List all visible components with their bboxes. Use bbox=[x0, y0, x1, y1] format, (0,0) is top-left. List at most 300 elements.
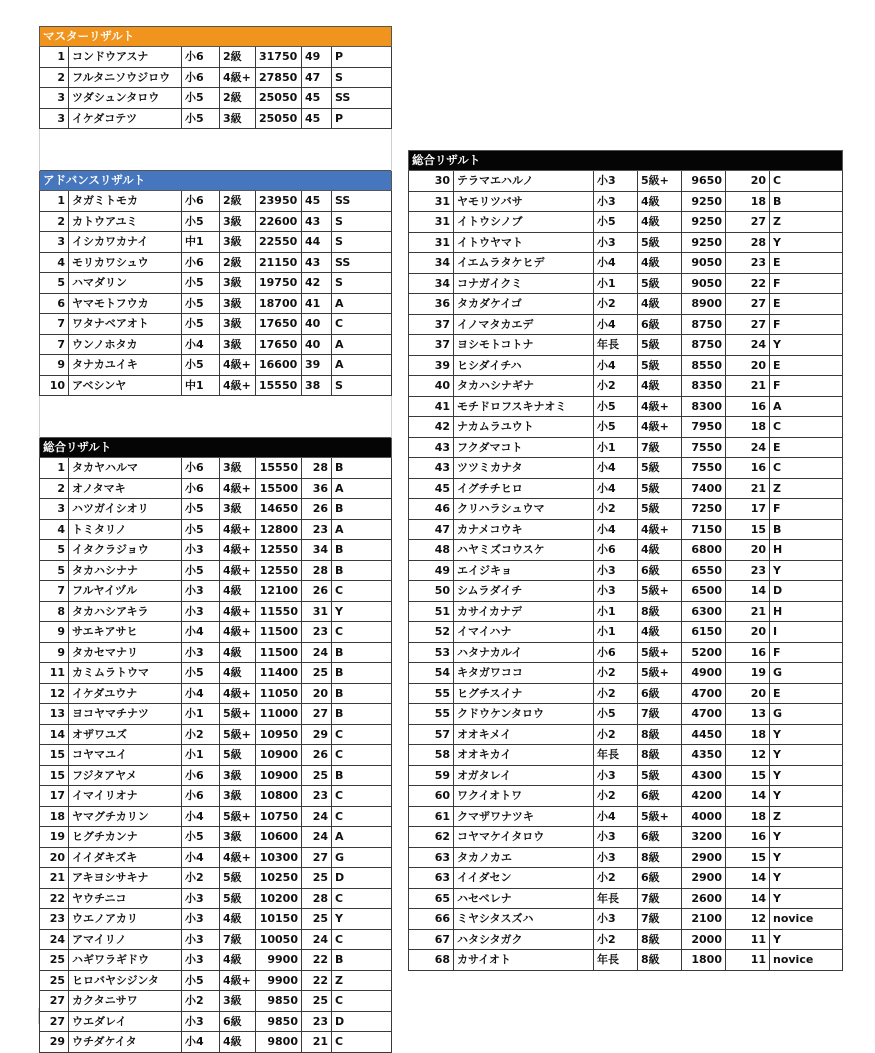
rank-cell[interactable]: 10 bbox=[40, 375, 69, 396]
grade-cell[interactable]: 小6 bbox=[182, 478, 220, 499]
points-cell[interactable]: 23 bbox=[302, 622, 332, 643]
rating-cell[interactable]: Y bbox=[332, 601, 392, 622]
rank-cell[interactable]: 13 bbox=[40, 704, 69, 725]
rank-cell[interactable]: 14 bbox=[40, 724, 69, 745]
score-cell[interactable]: 21150 bbox=[256, 252, 302, 273]
name-cell[interactable]: ヒロバヤシジンタ bbox=[69, 970, 182, 991]
score-cell[interactable]: 7150 bbox=[682, 519, 726, 540]
rating-cell[interactable]: Y bbox=[770, 929, 843, 950]
table-row[interactable] bbox=[409, 663, 843, 684]
name-cell[interactable]: ヒシダイチハ bbox=[454, 355, 594, 376]
grade-cell[interactable]: 小6 bbox=[182, 252, 220, 273]
rating-cell[interactable]: A bbox=[332, 519, 392, 540]
rating-cell[interactable]: Y bbox=[770, 827, 843, 848]
grade-cell[interactable]: 小4 bbox=[594, 314, 638, 335]
points-cell[interactable]: 15 bbox=[726, 765, 770, 786]
name-cell[interactable]: フルタニソウジロウ bbox=[69, 67, 182, 88]
level-cell[interactable]: 4級 bbox=[638, 212, 682, 233]
rank-cell[interactable]: 51 bbox=[409, 601, 454, 622]
level-cell[interactable]: 5級 bbox=[638, 335, 682, 356]
points-cell[interactable]: 27 bbox=[302, 847, 332, 868]
rating-cell[interactable]: Z bbox=[770, 478, 843, 499]
table-row[interactable] bbox=[409, 376, 843, 397]
level-cell[interactable]: 6級 bbox=[638, 868, 682, 889]
score-cell[interactable]: 2100 bbox=[682, 909, 726, 930]
score-cell[interactable]: 9650 bbox=[682, 171, 726, 192]
name-cell[interactable]: イイダキズキ bbox=[69, 847, 182, 868]
grade-cell[interactable]: 小1 bbox=[594, 437, 638, 458]
rank-cell[interactable]: 29 bbox=[40, 1032, 69, 1053]
points-cell[interactable]: 28 bbox=[302, 560, 332, 581]
table-row[interactable] bbox=[40, 458, 392, 479]
name-cell[interactable]: ヒグチカンナ bbox=[69, 827, 182, 848]
score-cell[interactable]: 9900 bbox=[256, 950, 302, 971]
name-cell[interactable]: クマザワナツキ bbox=[454, 806, 594, 827]
name-cell[interactable]: ツダシュンタロウ bbox=[69, 88, 182, 109]
level-cell[interactable]: 4級 bbox=[638, 253, 682, 274]
rank-cell[interactable]: 23 bbox=[40, 909, 69, 930]
name-cell[interactable]: コヤマケイタロウ bbox=[454, 827, 594, 848]
rank-cell[interactable]: 3 bbox=[40, 108, 69, 129]
table-row[interactable] bbox=[40, 642, 392, 663]
name-cell[interactable]: カミムラトウマ bbox=[69, 663, 182, 684]
table-row[interactable] bbox=[40, 273, 392, 294]
table-row[interactable] bbox=[40, 540, 392, 561]
rank-cell[interactable]: 2 bbox=[40, 211, 69, 232]
grade-cell[interactable]: 小3 bbox=[182, 642, 220, 663]
rating-cell[interactable]: D bbox=[770, 581, 843, 602]
rank-cell[interactable]: 67 bbox=[409, 929, 454, 950]
table-row[interactable] bbox=[409, 212, 843, 233]
grade-cell[interactable]: 小5 bbox=[182, 314, 220, 335]
grade-cell[interactable]: 小5 bbox=[182, 88, 220, 109]
score-cell[interactable]: 11050 bbox=[256, 683, 302, 704]
rating-cell[interactable]: H bbox=[770, 601, 843, 622]
name-cell[interactable]: イタクラジョウ bbox=[69, 540, 182, 561]
name-cell[interactable]: モリカワシュウ bbox=[69, 252, 182, 273]
points-cell[interactable]: 27 bbox=[726, 314, 770, 335]
level-cell[interactable]: 4級+ bbox=[220, 519, 256, 540]
grade-cell[interactable]: 小5 bbox=[182, 355, 220, 376]
table-row[interactable] bbox=[409, 683, 843, 704]
score-cell[interactable]: 17650 bbox=[256, 314, 302, 335]
name-cell[interactable]: ヤマモトフウカ bbox=[69, 293, 182, 314]
rating-cell[interactable]: A bbox=[332, 827, 392, 848]
level-cell[interactable]: 4級+ bbox=[220, 478, 256, 499]
level-cell[interactable]: 3級 bbox=[220, 108, 256, 129]
rank-cell[interactable]: 55 bbox=[409, 683, 454, 704]
points-cell[interactable]: 42 bbox=[302, 273, 332, 294]
rank-cell[interactable]: 5 bbox=[40, 273, 69, 294]
name-cell[interactable]: フクダマコト bbox=[454, 437, 594, 458]
grade-cell[interactable]: 年長 bbox=[594, 888, 638, 909]
rank-cell[interactable]: 62 bbox=[409, 827, 454, 848]
score-cell[interactable]: 10300 bbox=[256, 847, 302, 868]
rating-cell[interactable]: C bbox=[770, 458, 843, 479]
name-cell[interactable]: ヤウチニコ bbox=[69, 888, 182, 909]
grade-cell[interactable]: 小5 bbox=[594, 417, 638, 438]
points-cell[interactable]: 23 bbox=[726, 560, 770, 581]
table-row[interactable] bbox=[40, 765, 392, 786]
score-cell[interactable]: 6550 bbox=[682, 560, 726, 581]
name-cell[interactable]: オノタマキ bbox=[69, 478, 182, 499]
score-cell[interactable]: 7550 bbox=[682, 437, 726, 458]
grade-cell[interactable]: 年長 bbox=[594, 335, 638, 356]
rank-cell[interactable]: 42 bbox=[409, 417, 454, 438]
level-cell[interactable]: 6級 bbox=[638, 786, 682, 807]
points-cell[interactable]: 16 bbox=[726, 827, 770, 848]
name-cell[interactable]: タカノカエ bbox=[454, 847, 594, 868]
rank-cell[interactable]: 34 bbox=[409, 253, 454, 274]
rating-cell[interactable]: F bbox=[770, 376, 843, 397]
grade-cell[interactable]: 小1 bbox=[182, 704, 220, 725]
rank-cell[interactable]: 4 bbox=[40, 252, 69, 273]
points-cell[interactable]: 25 bbox=[302, 909, 332, 930]
grade-cell[interactable]: 小2 bbox=[182, 724, 220, 745]
rank-cell[interactable]: 45 bbox=[409, 478, 454, 499]
grade-cell[interactable]: 小2 bbox=[594, 929, 638, 950]
name-cell[interactable]: ヤマグチカリン bbox=[69, 806, 182, 827]
grade-cell[interactable]: 小2 bbox=[594, 294, 638, 315]
points-cell[interactable]: 23 bbox=[302, 786, 332, 807]
level-cell[interactable]: 3級 bbox=[220, 232, 256, 253]
name-cell[interactable]: オザワユズ bbox=[69, 724, 182, 745]
name-cell[interactable]: カサイオト bbox=[454, 950, 594, 971]
points-cell[interactable]: 49 bbox=[302, 47, 332, 68]
rank-cell[interactable]: 27 bbox=[40, 1011, 69, 1032]
rating-cell[interactable]: Y bbox=[770, 745, 843, 766]
name-cell[interactable]: ウンノホタカ bbox=[69, 334, 182, 355]
level-cell[interactable]: 8級 bbox=[638, 724, 682, 745]
grade-cell[interactable]: 小4 bbox=[594, 458, 638, 479]
points-cell[interactable]: 17 bbox=[726, 499, 770, 520]
points-cell[interactable]: 28 bbox=[726, 232, 770, 253]
level-cell[interactable]: 3級 bbox=[220, 211, 256, 232]
level-cell[interactable]: 6級 bbox=[638, 683, 682, 704]
grade-cell[interactable]: 小4 bbox=[182, 334, 220, 355]
level-cell[interactable]: 5級 bbox=[638, 273, 682, 294]
name-cell[interactable]: タカハシナギナ bbox=[454, 376, 594, 397]
table-row[interactable] bbox=[409, 765, 843, 786]
rating-cell[interactable]: C bbox=[332, 929, 392, 950]
rank-cell[interactable]: 8 bbox=[40, 601, 69, 622]
score-cell[interactable]: 10150 bbox=[256, 909, 302, 930]
score-cell[interactable]: 9250 bbox=[682, 191, 726, 212]
score-cell[interactable]: 8750 bbox=[682, 335, 726, 356]
grade-cell[interactable]: 小4 bbox=[182, 1032, 220, 1053]
level-cell[interactable]: 7級 bbox=[638, 437, 682, 458]
level-cell[interactable]: 4級 bbox=[638, 622, 682, 643]
rank-cell[interactable]: 43 bbox=[409, 458, 454, 479]
table-row[interactable] bbox=[409, 253, 843, 274]
name-cell[interactable]: ウエダレイ bbox=[69, 1011, 182, 1032]
table-row[interactable] bbox=[40, 519, 392, 540]
rank-cell[interactable]: 55 bbox=[409, 704, 454, 725]
table-row[interactable] bbox=[40, 1011, 392, 1032]
grade-cell[interactable]: 小1 bbox=[594, 601, 638, 622]
name-cell[interactable]: クドウケンタロウ bbox=[454, 704, 594, 725]
grade-cell[interactable]: 小1 bbox=[594, 273, 638, 294]
level-cell[interactable]: 3級 bbox=[220, 827, 256, 848]
name-cell[interactable]: オオキメイ bbox=[454, 724, 594, 745]
level-cell[interactable]: 4級+ bbox=[638, 417, 682, 438]
rank-cell[interactable]: 48 bbox=[409, 540, 454, 561]
rating-cell[interactable]: Y bbox=[770, 765, 843, 786]
level-cell[interactable]: 4級+ bbox=[638, 396, 682, 417]
name-cell[interactable]: ヨシモトコトナ bbox=[454, 335, 594, 356]
table-row[interactable] bbox=[40, 704, 392, 725]
rating-cell[interactable]: C bbox=[770, 171, 843, 192]
grade-cell[interactable]: 小1 bbox=[182, 745, 220, 766]
rating-cell[interactable]: SS bbox=[332, 88, 392, 109]
table-row[interactable] bbox=[40, 724, 392, 745]
points-cell[interactable]: 43 bbox=[302, 211, 332, 232]
grade-cell[interactable]: 小5 bbox=[594, 212, 638, 233]
rank-cell[interactable]: 18 bbox=[40, 806, 69, 827]
level-cell[interactable]: 4級+ bbox=[220, 540, 256, 561]
grade-cell[interactable]: 小5 bbox=[182, 293, 220, 314]
grade-cell[interactable]: 小6 bbox=[182, 47, 220, 68]
grade-cell[interactable]: 小2 bbox=[182, 868, 220, 889]
rank-cell[interactable]: 37 bbox=[409, 314, 454, 335]
points-cell[interactable]: 22 bbox=[726, 273, 770, 294]
level-cell[interactable]: 3級 bbox=[220, 458, 256, 479]
points-cell[interactable]: 23 bbox=[726, 253, 770, 274]
grade-cell[interactable]: 小1 bbox=[594, 622, 638, 643]
rank-cell[interactable]: 31 bbox=[409, 232, 454, 253]
rank-cell[interactable]: 30 bbox=[409, 171, 454, 192]
name-cell[interactable]: イエムラタケヒデ bbox=[454, 253, 594, 274]
rating-cell[interactable]: A bbox=[770, 396, 843, 417]
table-row[interactable] bbox=[40, 211, 392, 232]
points-cell[interactable]: 45 bbox=[302, 108, 332, 129]
rank-cell[interactable]: 54 bbox=[409, 663, 454, 684]
rank-cell[interactable]: 58 bbox=[409, 745, 454, 766]
level-cell[interactable]: 3級 bbox=[220, 499, 256, 520]
table-row[interactable] bbox=[409, 540, 843, 561]
table-row[interactable] bbox=[409, 847, 843, 868]
grade-cell[interactable]: 小3 bbox=[182, 950, 220, 971]
name-cell[interactable]: ヤモリツバサ bbox=[454, 191, 594, 212]
rating-cell[interactable]: G bbox=[770, 704, 843, 725]
table-row[interactable] bbox=[40, 67, 392, 88]
level-cell[interactable]: 7級 bbox=[638, 909, 682, 930]
rating-cell[interactable]: Z bbox=[770, 212, 843, 233]
score-cell[interactable]: 10900 bbox=[256, 745, 302, 766]
rating-cell[interactable]: Y bbox=[770, 232, 843, 253]
level-cell[interactable]: 6級 bbox=[638, 314, 682, 335]
rating-cell[interactable]: C bbox=[770, 417, 843, 438]
level-cell[interactable]: 3級 bbox=[220, 273, 256, 294]
name-cell[interactable]: アキヨシサキナ bbox=[69, 868, 182, 889]
level-cell[interactable]: 5級 bbox=[638, 355, 682, 376]
grade-cell[interactable]: 小3 bbox=[594, 232, 638, 253]
table-row[interactable] bbox=[40, 499, 392, 520]
grade-cell[interactable]: 中1 bbox=[182, 232, 220, 253]
level-cell[interactable]: 5級 bbox=[638, 499, 682, 520]
name-cell[interactable]: オオキカイ bbox=[454, 745, 594, 766]
score-cell[interactable]: 31750 bbox=[256, 47, 302, 68]
table-row[interactable] bbox=[409, 499, 843, 520]
score-cell[interactable]: 27850 bbox=[256, 67, 302, 88]
score-cell[interactable]: 9250 bbox=[682, 212, 726, 233]
rank-cell[interactable]: 6 bbox=[40, 293, 69, 314]
rating-cell[interactable]: F bbox=[770, 273, 843, 294]
rating-cell[interactable]: C bbox=[332, 888, 392, 909]
level-cell[interactable]: 2級 bbox=[220, 191, 256, 212]
score-cell[interactable]: 11550 bbox=[256, 601, 302, 622]
score-cell[interactable]: 9850 bbox=[256, 991, 302, 1012]
table-row[interactable] bbox=[409, 171, 843, 192]
name-cell[interactable]: モチドロフスキナオミ bbox=[454, 396, 594, 417]
table-row[interactable] bbox=[409, 314, 843, 335]
score-cell[interactable]: 23950 bbox=[256, 191, 302, 212]
grade-cell[interactable]: 年長 bbox=[594, 950, 638, 971]
rank-cell[interactable]: 34 bbox=[409, 273, 454, 294]
score-cell[interactable]: 10250 bbox=[256, 868, 302, 889]
table-row[interactable] bbox=[40, 47, 392, 68]
rating-cell[interactable]: A bbox=[332, 355, 392, 376]
level-cell[interactable]: 2級 bbox=[220, 252, 256, 273]
grade-cell[interactable]: 小5 bbox=[182, 211, 220, 232]
table-row[interactable] bbox=[40, 108, 392, 129]
rank-cell[interactable]: 68 bbox=[409, 950, 454, 971]
grade-cell[interactable]: 小5 bbox=[594, 396, 638, 417]
rating-cell[interactable]: A bbox=[332, 293, 392, 314]
grade-cell[interactable]: 小4 bbox=[594, 253, 638, 274]
table-row[interactable] bbox=[409, 622, 843, 643]
rank-cell[interactable]: 41 bbox=[409, 396, 454, 417]
points-cell[interactable]: 24 bbox=[302, 929, 332, 950]
level-cell[interactable]: 3級 bbox=[220, 334, 256, 355]
rating-cell[interactable]: B bbox=[332, 704, 392, 725]
grade-cell[interactable]: 小3 bbox=[594, 581, 638, 602]
level-cell[interactable]: 5級 bbox=[638, 765, 682, 786]
rating-cell[interactable]: Y bbox=[770, 724, 843, 745]
name-cell[interactable]: コナガイクミ bbox=[454, 273, 594, 294]
name-cell[interactable]: イケダコテツ bbox=[69, 108, 182, 129]
points-cell[interactable]: 29 bbox=[302, 724, 332, 745]
level-cell[interactable]: 4級+ bbox=[220, 622, 256, 643]
grade-cell[interactable]: 小2 bbox=[594, 786, 638, 807]
points-cell[interactable]: 45 bbox=[302, 88, 332, 109]
level-cell[interactable]: 4級 bbox=[220, 642, 256, 663]
level-cell[interactable]: 2級 bbox=[220, 88, 256, 109]
name-cell[interactable]: タナカユイキ bbox=[69, 355, 182, 376]
name-cell[interactable]: テラマエハルノ bbox=[454, 171, 594, 192]
level-cell[interactable]: 5級+ bbox=[638, 663, 682, 684]
level-cell[interactable]: 5級+ bbox=[220, 704, 256, 725]
table-row[interactable] bbox=[409, 909, 843, 930]
name-cell[interactable]: タカセマナリ bbox=[69, 642, 182, 663]
score-cell[interactable]: 15550 bbox=[256, 458, 302, 479]
level-cell[interactable]: 4級+ bbox=[220, 683, 256, 704]
table-row[interactable] bbox=[409, 478, 843, 499]
table-row[interactable] bbox=[40, 355, 392, 376]
level-cell[interactable]: 3級 bbox=[220, 765, 256, 786]
table-row[interactable] bbox=[40, 929, 392, 950]
grade-cell[interactable]: 小3 bbox=[594, 765, 638, 786]
points-cell[interactable]: 40 bbox=[302, 334, 332, 355]
level-cell[interactable]: 5級 bbox=[220, 888, 256, 909]
rank-cell[interactable]: 3 bbox=[40, 499, 69, 520]
name-cell[interactable]: ハギワラギドウ bbox=[69, 950, 182, 971]
level-cell[interactable]: 4級 bbox=[220, 1032, 256, 1053]
table-row[interactable] bbox=[409, 806, 843, 827]
rank-cell[interactable]: 27 bbox=[40, 991, 69, 1012]
level-cell[interactable]: 5級+ bbox=[638, 806, 682, 827]
name-cell[interactable]: トミタリノ bbox=[69, 519, 182, 540]
rank-cell[interactable]: 59 bbox=[409, 765, 454, 786]
table-row[interactable] bbox=[40, 232, 392, 253]
score-cell[interactable]: 4200 bbox=[682, 786, 726, 807]
level-cell[interactable]: 4級 bbox=[220, 581, 256, 602]
level-cell[interactable]: 3級 bbox=[220, 991, 256, 1012]
rating-cell[interactable]: G bbox=[332, 847, 392, 868]
rating-cell[interactable]: P bbox=[332, 47, 392, 68]
points-cell[interactable]: 26 bbox=[302, 499, 332, 520]
rank-cell[interactable]: 7 bbox=[40, 334, 69, 355]
table-row[interactable] bbox=[40, 88, 392, 109]
rank-cell[interactable]: 5 bbox=[40, 560, 69, 581]
rating-cell[interactable]: H bbox=[770, 540, 843, 561]
rank-cell[interactable]: 5 bbox=[40, 540, 69, 561]
level-cell[interactable]: 5級+ bbox=[638, 171, 682, 192]
level-cell[interactable]: 4級 bbox=[220, 663, 256, 684]
grade-cell[interactable]: 小2 bbox=[594, 663, 638, 684]
points-cell[interactable]: 18 bbox=[726, 724, 770, 745]
score-cell[interactable]: 9850 bbox=[256, 1011, 302, 1032]
points-cell[interactable]: 26 bbox=[302, 581, 332, 602]
grade-cell[interactable]: 小4 bbox=[594, 519, 638, 540]
rank-cell[interactable]: 17 bbox=[40, 786, 69, 807]
grade-cell[interactable]: 小3 bbox=[182, 888, 220, 909]
table-row[interactable] bbox=[409, 437, 843, 458]
points-cell[interactable]: 22 bbox=[302, 950, 332, 971]
points-cell[interactable]: 24 bbox=[302, 642, 332, 663]
table-row[interactable] bbox=[409, 519, 843, 540]
rating-cell[interactable]: B bbox=[332, 663, 392, 684]
score-cell[interactable]: 9250 bbox=[682, 232, 726, 253]
level-cell[interactable]: 4級 bbox=[638, 540, 682, 561]
points-cell[interactable]: 16 bbox=[726, 642, 770, 663]
level-cell[interactable]: 4級 bbox=[220, 950, 256, 971]
points-cell[interactable]: 25 bbox=[302, 991, 332, 1012]
name-cell[interactable]: カクタニサワ bbox=[69, 991, 182, 1012]
score-cell[interactable]: 14650 bbox=[256, 499, 302, 520]
rank-cell[interactable]: 66 bbox=[409, 909, 454, 930]
points-cell[interactable]: 27 bbox=[302, 704, 332, 725]
name-cell[interactable]: イマイハナ bbox=[454, 622, 594, 643]
rank-cell[interactable]: 3 bbox=[40, 232, 69, 253]
rank-cell[interactable]: 63 bbox=[409, 868, 454, 889]
level-cell[interactable]: 6級 bbox=[638, 827, 682, 848]
table-row[interactable] bbox=[409, 417, 843, 438]
points-cell[interactable]: 18 bbox=[726, 191, 770, 212]
grade-cell[interactable]: 小4 bbox=[182, 806, 220, 827]
points-cell[interactable]: 21 bbox=[726, 601, 770, 622]
points-cell[interactable]: 18 bbox=[726, 806, 770, 827]
name-cell[interactable]: コンドウアスナ bbox=[69, 47, 182, 68]
rating-cell[interactable]: E bbox=[770, 355, 843, 376]
table-row[interactable] bbox=[409, 560, 843, 581]
points-cell[interactable]: 27 bbox=[726, 294, 770, 315]
name-cell[interactable]: エイジキョ bbox=[454, 560, 594, 581]
grade-cell[interactable]: 小5 bbox=[182, 108, 220, 129]
level-cell[interactable]: 3級 bbox=[220, 314, 256, 335]
points-cell[interactable]: 12 bbox=[726, 745, 770, 766]
rating-cell[interactable]: Y bbox=[770, 560, 843, 581]
